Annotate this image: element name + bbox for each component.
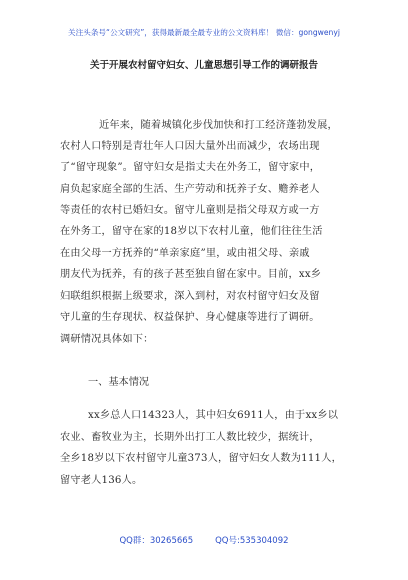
paragraph-line: 农村人口特别是青壮年人口因大量外出而减少，农场出现 bbox=[60, 141, 320, 152]
footer-qq-number: QQ号:535304092 bbox=[215, 536, 289, 546]
paragraph-line: 了“留守现象”。留守妇女是指丈夫在外务工，留守家中， bbox=[60, 162, 321, 173]
paragraph-line: 肩负起家庭全部的生活、生产劳动和抚养子女、赡养老人 bbox=[60, 184, 320, 195]
paragraph-line: 守儿童的生存现状、权益保护、身心健康等进行了调研。 bbox=[60, 312, 320, 323]
footer-qq-group: QQ群：30265665 bbox=[119, 536, 194, 546]
paragraph-line: 调研情况具体如下： bbox=[60, 334, 154, 345]
paragraph-line: 近年来，随着城镇化步伐加快和打工经济蓬勃发展， bbox=[99, 120, 338, 131]
paragraph-line: xx乡总人口14323人，其中妇女6911人，由于xx乡以 bbox=[88, 410, 339, 421]
paragraph-line: 在由父母一方抚养的“单亲家庭”里，或由祖父母、亲戚 bbox=[60, 248, 310, 259]
footer-contact bbox=[0, 534, 408, 546]
paragraph-line: 妇联组织根据上级要求，深入到村，对农村留守妇女及留 bbox=[60, 291, 320, 302]
paragraph-line: 全乡18岁以下农村留守儿童373人，留守妇女人数为111人， bbox=[60, 453, 342, 464]
paragraph-line: 朋友代为抚养，有的孩子甚至独自留在家中。目前，xx乡 bbox=[60, 269, 322, 280]
header-banner: 关注头条号“公文研究”，获得最新最全最专业的公文资料库！ 微信：gongwenyj bbox=[68, 28, 340, 37]
section-heading: 一、基本情况 bbox=[88, 377, 150, 388]
paragraph-line: 农业、畜牧业为主，长期外出打工人数比较少，据统计， bbox=[60, 432, 320, 443]
document-title: 关于开展农村留守妇女、儿童思想引导工作的调研报告 bbox=[89, 60, 318, 71]
paragraph-line: 等责任的农村已婚妇女。留守儿童则是指父母双方或一方 bbox=[60, 205, 320, 216]
paragraph-line: 在外务工，留守在家的18岁以下农村儿童，他们往往生活 bbox=[60, 226, 323, 237]
paragraph-line: 留守老人136人。 bbox=[60, 475, 143, 486]
